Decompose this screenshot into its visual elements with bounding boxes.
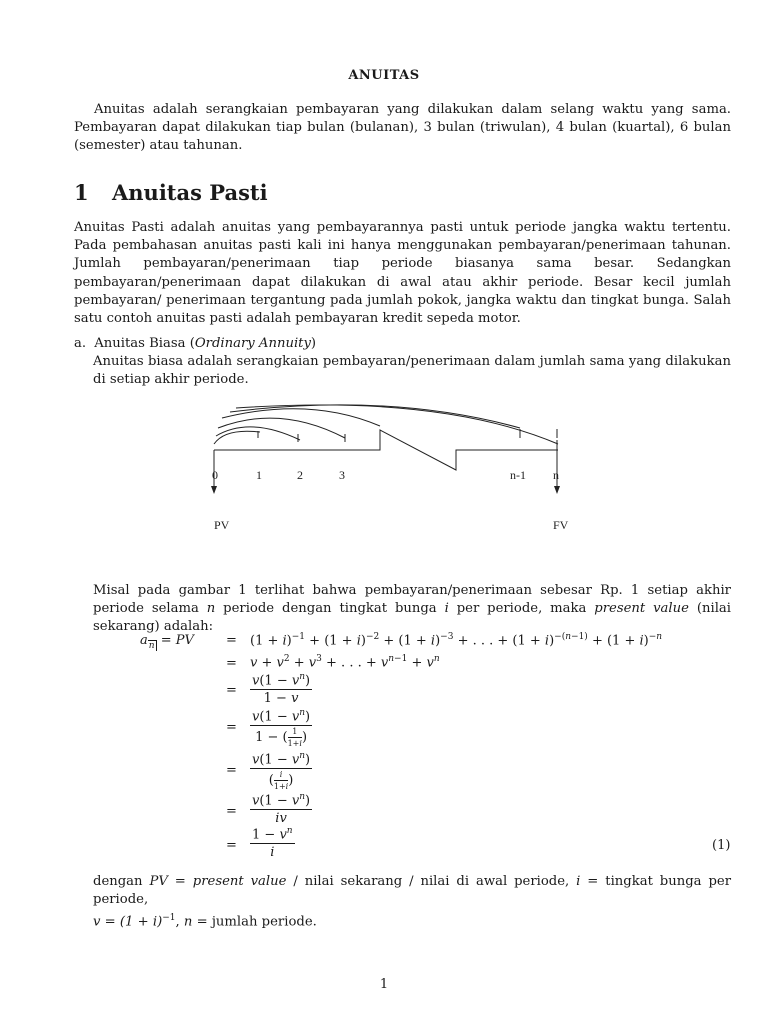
equals-sign: = (226, 838, 237, 853)
tick-label: 2 (297, 468, 303, 482)
equals-sign: = (226, 656, 237, 671)
fv-arrowhead (554, 486, 560, 494)
item-label-close: ) (310, 336, 317, 351)
tick-label: 0 (212, 468, 218, 482)
tick-label: n (553, 468, 559, 482)
equation-line-3: $\frac{v(1 - v^n)}{1 - v}$ (252, 672, 311, 707)
equation-line-6: $\frac{v(1 - v^n)}{iv}$ (252, 792, 311, 827)
pv-label: PV (214, 518, 230, 532)
misal-paragraph: Misal pada gambar 1 terlihat bahwa pembayaran/penerimaan sebesar Rp. 1 setiap akhir periode selama n periode dengan tingkat bunga i per periode, maka present value (nilai sekarang) adalah: (93, 583, 731, 635)
closing-paragraph: dengan PV = present value / nilai sekarang / nilai di awal periode, i = tingkat bunga per periode, $v = (1 + i)^{-1}$, n = jumlah periode. (93, 874, 732, 930)
pv-arrowhead (211, 486, 217, 494)
cash-flow-diagram (190, 398, 590, 538)
section-paragraph: Anuitas Pasti adalah anuitas yang pembayarannya pasti untuk periode jangka waktu tertentu. Pada pembahasan anuitas pasti kali ini hanya menggunakan pembayaran/penerimaan tahunan. Jumlah pembayaran/penerimaan tiap periode biasanya sama besar. Sedangkan pembayaran/penerimaan dapat dilakukan di awal atau akhir periode. Besar kecil jumlah pembayaran/ penerimaan tergantung pada jumlah pokok, jangka waktu dan tingkat bunga. Salah satu contoh anuitas pasti adalah pembayaran kredit sepeda motor. (74, 220, 731, 327)
equals-sign: = (226, 720, 237, 735)
section-number: 1 (74, 180, 89, 205)
item-label-italic: Ordinary Annuity (194, 336, 311, 351)
flow-arc (230, 405, 520, 428)
equals-sign: = (226, 804, 237, 819)
equation-lhs: $a_n$ = PV (140, 633, 194, 651)
fv-label: FV (553, 518, 569, 532)
timeline (214, 430, 558, 470)
equals-sign: = (226, 763, 237, 778)
item-a-body: Anuitas biasa adalah serangkaian pembayaran/penerimaan dalam jumlah sama yang dilakukan di setiap akhir periode. (93, 354, 731, 388)
tick-label: 3 (339, 468, 345, 482)
equation-line-2: $v + v^2 + v^3$ + . . . + $v^{n-1} + v^n$ (250, 654, 440, 671)
equation-line-5: $v(1 - v^n)$ ( $\frac{i}{1+i}$ ) (252, 751, 311, 792)
equation-line-7: $\frac{1 - v^n}{i}$ (252, 826, 293, 861)
tick-label: n-1 (510, 468, 526, 482)
equals-sign: = (226, 683, 237, 698)
flow-arc (222, 409, 380, 426)
equation-line-4: $v(1 - v^n)$ 1 − ( $\frac{1}{1+i}$ ) (252, 708, 311, 749)
equals-sign: = (226, 633, 237, 648)
item-label: Anuitas Biasa ( (94, 336, 195, 351)
document-title: ANUITAS (348, 68, 420, 83)
section-heading (74, 180, 268, 205)
page-number: 1 (379, 977, 389, 992)
flow-arc (236, 405, 558, 444)
equation-line-1: $(1 + i)^{-1} + (1 + i)^{-2} + (1 + i)^{-3}$ + . . . + $(1 + i)^{-(n-1)} + (1 + i)^{-n}$ (250, 632, 663, 649)
intro-paragraph: Anuitas adalah serangkaian pembayaran yang dilakukan dalam selang waktu yang sama. Pembayaran dapat dilakukan tiap bulan (bulanan), 3 bulan (triwulan), 4 bulan (kuartal), 6 bulan (semester) atau tahunan. (74, 102, 731, 154)
equation-number: (1) (712, 838, 731, 853)
item-a-heading (74, 335, 316, 353)
section-title: Anuitas Pasti (112, 180, 268, 205)
tick-label: 1 (256, 468, 262, 482)
item-marker: a. (74, 336, 87, 351)
